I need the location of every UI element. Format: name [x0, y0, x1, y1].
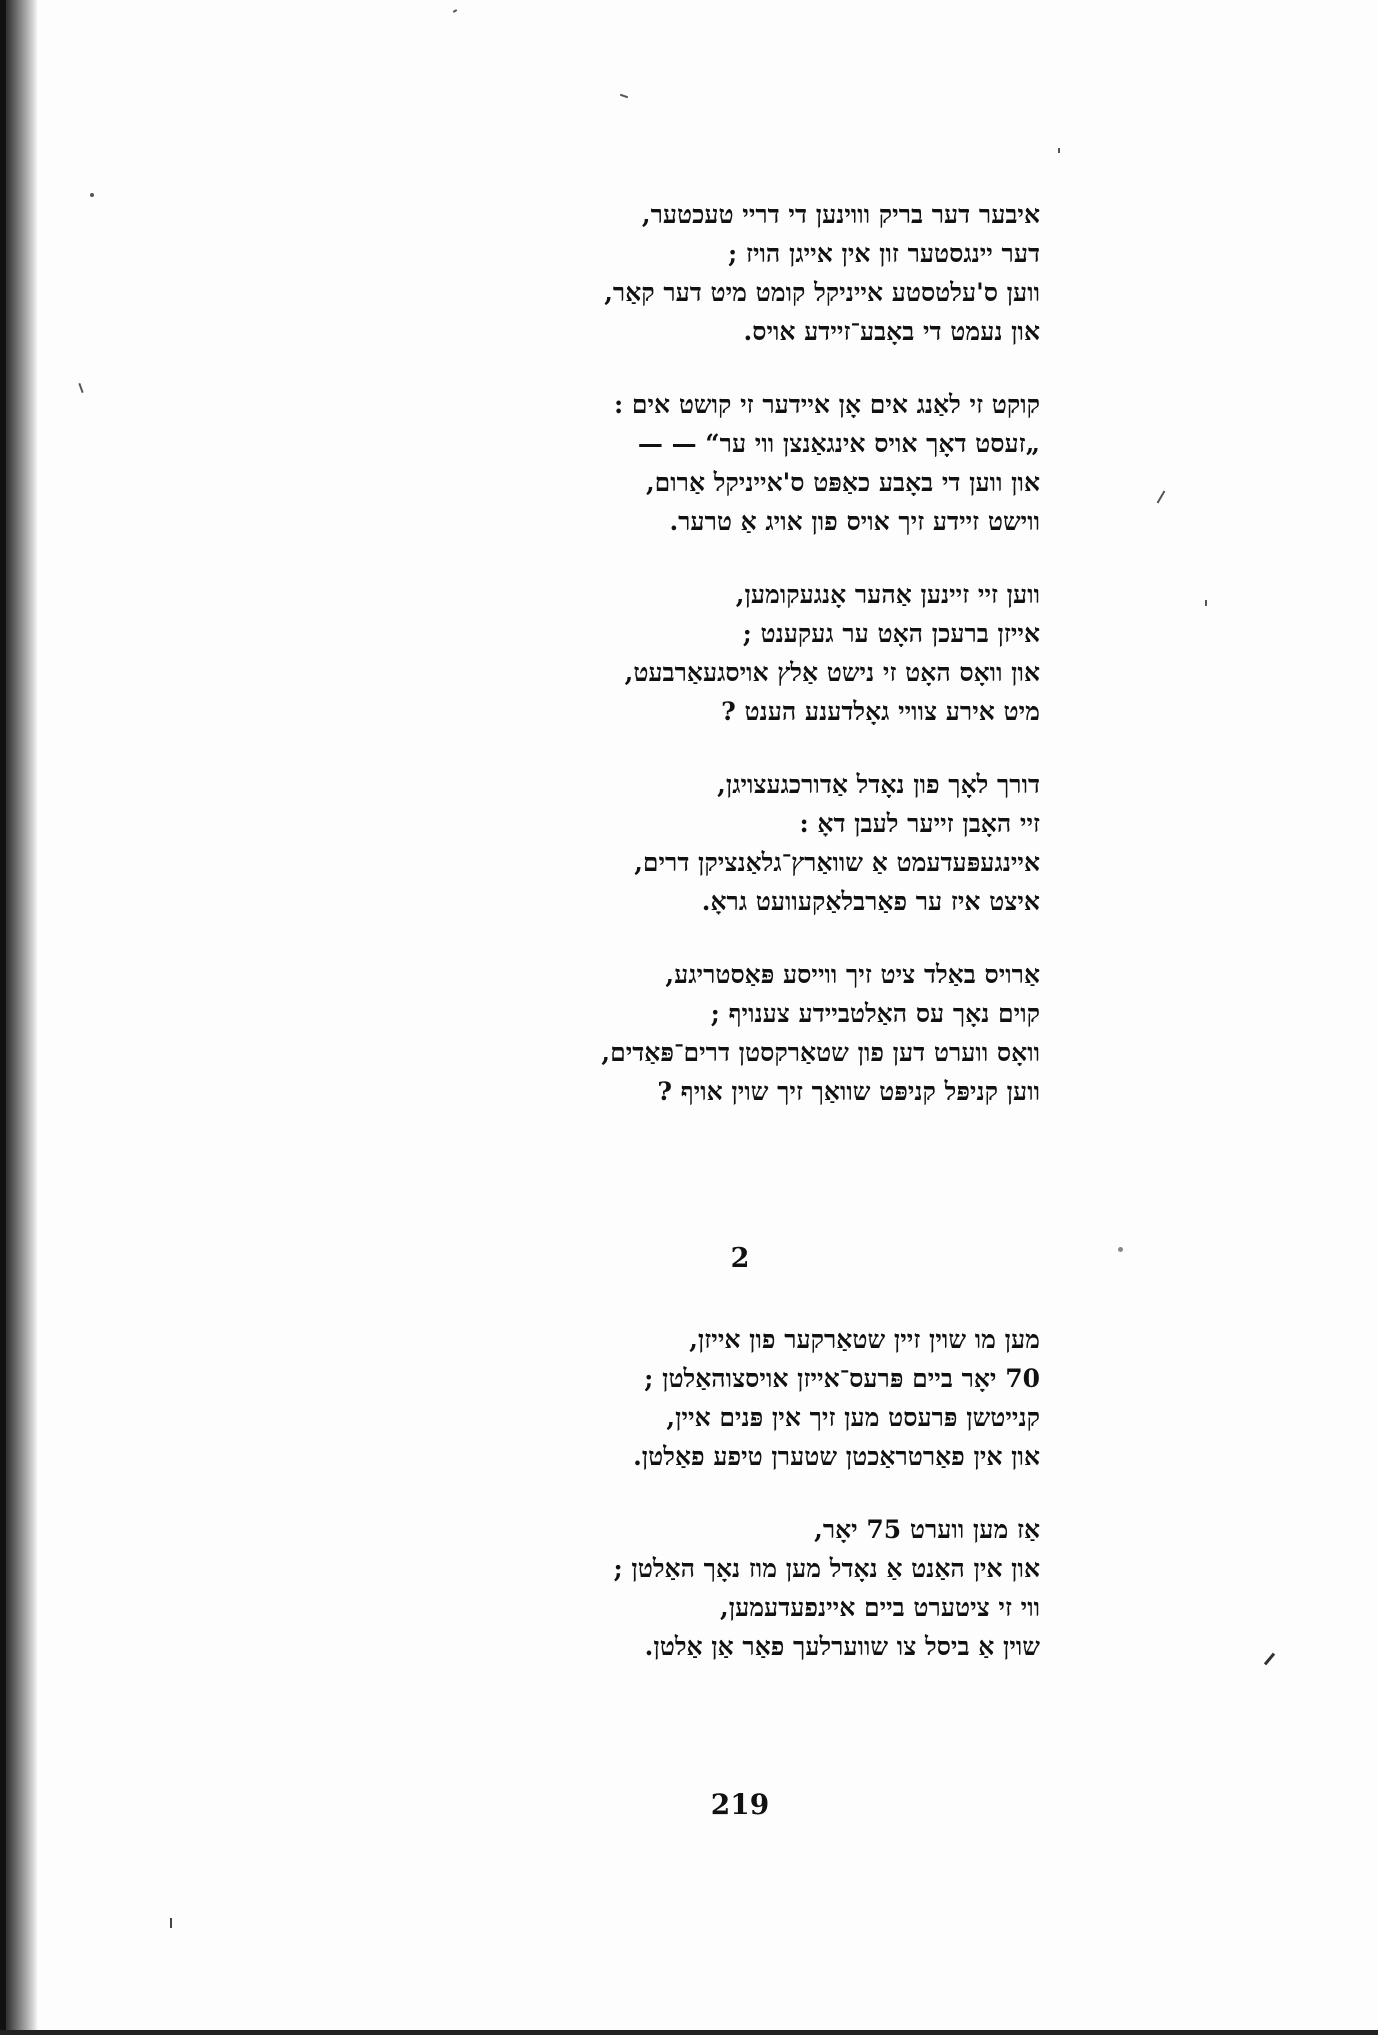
poem-line: ווען קניפּל קניפּט שוואַך זיך שוין אויף ? — [657, 1077, 1040, 1106]
stanza — [380, 1510, 1040, 1666]
dust-speck — [1205, 600, 1207, 606]
poem-line: מען מו שוין זיין שטאַרקער פון אייזן, — [689, 1325, 1040, 1354]
poem-line: און אין האַנט אַ נאָדל מען מוז נאָך האַלטן ; — [613, 1554, 1040, 1583]
poem-line: 70 יאָר ביים פּרעס־אייזן אויסצוהאַלטן ; — [644, 1364, 1040, 1393]
poem-line: איצט איז ער פאַרבלאַקעוועט גראָ. — [701, 887, 1040, 916]
poem-part-1 — [380, 195, 1040, 1145]
stanza — [380, 385, 1040, 541]
stanza — [380, 575, 1040, 731]
poem-line: אַז מען ווערט 75 יאָר, — [814, 1515, 1040, 1544]
poem-line: און ווען די באָבע כאַפּט ס'אייניקל אַרום, — [645, 468, 1040, 497]
stanza — [380, 765, 1040, 921]
stanza — [380, 195, 1040, 351]
poem-line: דער יינגסטער זון אין אייגן הויז ; — [728, 239, 1040, 268]
poem-line: קוקט זי לאַנג אים אָן איידער זי קושט אים : — [613, 390, 1040, 419]
dust-speck — [90, 193, 94, 197]
dust-speck — [170, 1918, 172, 1928]
dust-speck — [1264, 1653, 1275, 1666]
dust-speck — [453, 9, 457, 13]
poem-line: קנייטשן פּרעסט מען זיך אין פּנים איין, — [666, 1403, 1040, 1432]
poem-line: „זעסט דאָך אויס אינגאַנצן ווי ער“ — — — [637, 429, 1040, 458]
dust-speck — [78, 383, 83, 393]
poem-line: איינגעפּעדעמט אַ שוואַרץ־גלאַנציקן דרים, — [634, 848, 1040, 877]
section-number: 2 — [730, 1243, 750, 1274]
stanza — [380, 955, 1040, 1111]
poem-line: מיט אירע צוויי גאָלדענע הענט ? — [721, 697, 1040, 726]
dust-speck — [1058, 148, 1060, 153]
poem-line: ווען זיי זיינען אַהער אָנגעקומען, — [735, 580, 1040, 609]
dust-speck — [620, 94, 628, 99]
poem-line: און וואָס האָט זי נישט אַלץ אויסגעאַרבעט, — [624, 658, 1040, 687]
poem-line: קוים נאָך עס האַלטביידע צענויף ; — [710, 999, 1040, 1028]
poem-line: און נעמט די באָבע־זיידע אויס. — [743, 317, 1040, 346]
poem-line: שוין אַ ביסל צו שווערלעך פאַר אַן אַלטן. — [644, 1632, 1040, 1661]
poem-line: אַרויס באַלד ציט זיך ווייסע פּאַסטריגע, — [665, 960, 1040, 989]
poem-line: ווי זי ציטערט ביים איינפעדעמען, — [720, 1593, 1040, 1622]
poem-line: און אין פאַרטראַכטן שטערן טיפע פאַלטן. — [633, 1442, 1040, 1471]
poem-part-2 — [380, 1320, 1040, 1700]
dust-speck — [1157, 490, 1166, 503]
poem-line: איבער דער בריק וווינען די דריי טעכטער, — [641, 200, 1040, 229]
poem-line: זיי האָבן זייער לעבן דאָ : — [799, 809, 1040, 838]
poem-line: ווען ס'עלטסטע אייניקל קומט מיט דער קאַר, — [604, 278, 1040, 307]
stanza — [380, 1320, 1040, 1476]
page-number: 219 — [710, 1788, 770, 1821]
poem-line: אייזן ברעכן האָט ער געקענט ; — [742, 619, 1040, 648]
binding-edge — [0, 0, 6, 2035]
page-bottom-edge — [0, 2030, 1378, 2035]
poem-line: וואָס ווערט דען פון שטאַרקסטן דרים־פּאַדים, — [601, 1038, 1040, 1067]
poem-line: דורך לאָך פון נאָדל אַדורכגעצויגן, — [717, 770, 1040, 799]
poem-line: ווישט זיידע זיך אויס פון אויג אַ טרער. — [669, 507, 1040, 536]
